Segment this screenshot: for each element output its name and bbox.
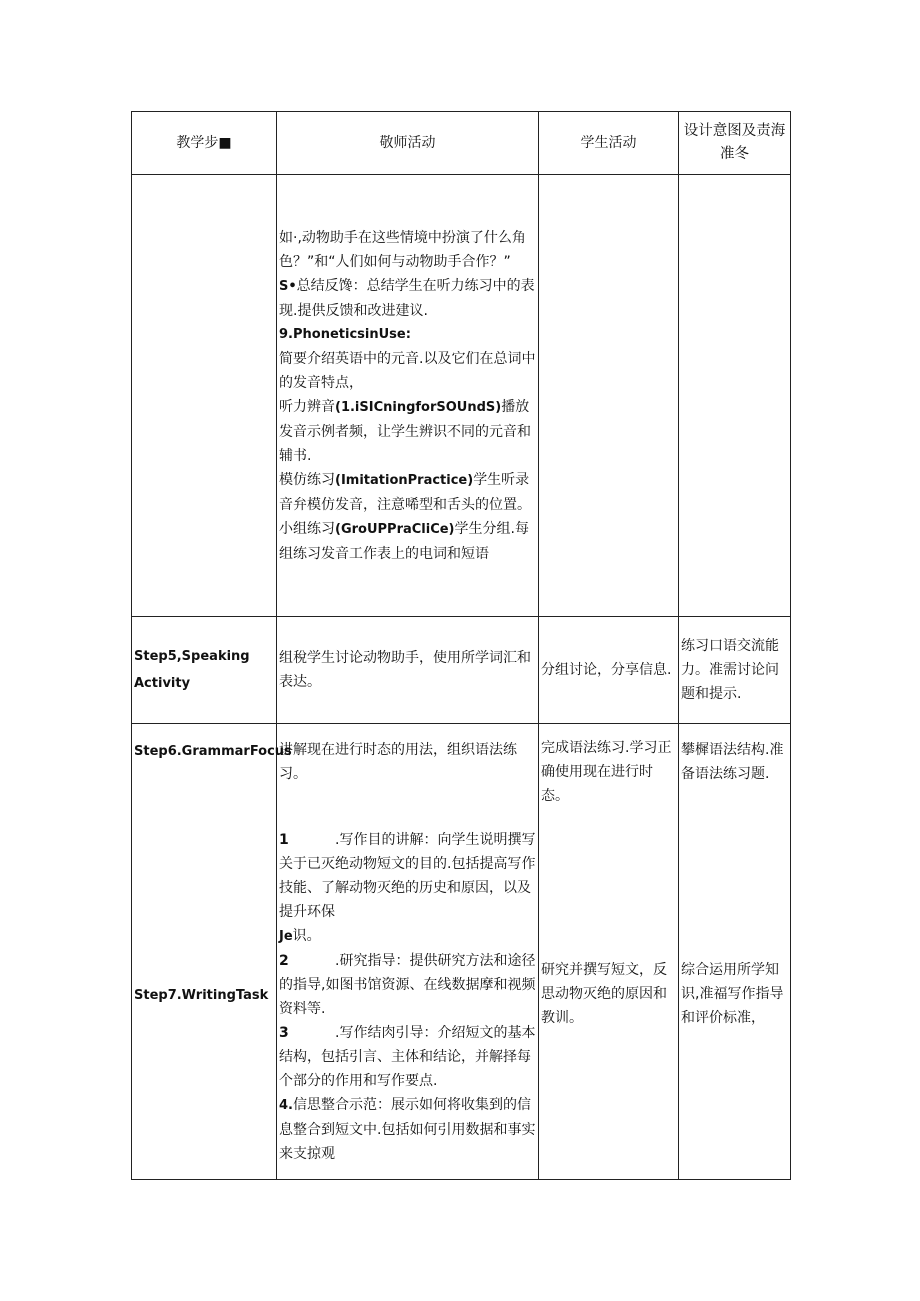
grammar-design-text: 攀樨语法结构.准备语法练习题. bbox=[681, 742, 784, 782]
step-writing: Step7.WritingTask bbox=[134, 988, 269, 1003]
student-activity-speaking: 分组讨论，分享信息. bbox=[539, 617, 679, 724]
table-row-grammar-writing bbox=[132, 724, 791, 1180]
writing-step-2: 2 .研究指导：提供研究方法和途径的指导,如图书馆资源、在线数据摩和视频资料等. bbox=[279, 953, 536, 1017]
phonetics-heading: 9.PhoneticsinUse: bbox=[279, 326, 411, 342]
writing-step-4: 4.信思整合示范：展示如何将收集到的信息整合到短文中.包括如何引用数据和事实来支掠观 bbox=[279, 1097, 536, 1162]
header-student-activity: 学生活动 bbox=[539, 112, 679, 175]
text-paragraph: 模仿练习(ImitationPractice)学生听录音弁模仿发音，注意唏型和舌头的位置。 bbox=[279, 471, 531, 513]
table-header-row bbox=[132, 112, 791, 175]
writing-design-text: 综合运用所学知识,准福写作指导和评价标准， bbox=[681, 962, 784, 1026]
step-grammar: Step6.GrammarFocus bbox=[134, 744, 292, 759]
step-cell-empty bbox=[132, 175, 277, 617]
design-intent-speaking: 练习口语交流能力。准需讨论问题和提示. bbox=[679, 617, 791, 724]
grammar-teacher-text: 讲解现在进行时态的用法，组织语法练习。 bbox=[279, 742, 517, 782]
design-intent-empty bbox=[679, 175, 791, 617]
student-activity-empty bbox=[539, 175, 679, 617]
text-paragraph: S•总结反馋：总结学生在听力练习中的表现.提供反馈和改进建议. bbox=[279, 277, 535, 319]
text-paragraph: 小组练习(GroUPPraCliCe)学生分组.每组练习发音工作表上的电词和短语 bbox=[279, 520, 529, 562]
teacher-activity-grammar-writing bbox=[277, 724, 539, 1180]
student-activity-grammar-writing bbox=[539, 724, 679, 1180]
writing-student-text: 研究并撰写短文，反思动物灭绝的原因和教训。 bbox=[541, 962, 667, 1026]
teacher-activity-listening bbox=[277, 175, 539, 617]
writing-step-1: 1 .写作目的讲解：向学生说明撰写关于已灭绝动物短文的目的.包括提高写作技能、了解动物灭绝的历史和原因，以及提升环保 Je识。 bbox=[279, 832, 536, 944]
header-step: 教学步■ bbox=[132, 112, 277, 175]
lesson-plan-table bbox=[131, 111, 791, 1180]
teacher-activity-speaking: 组稅学生讨论动物助手，使用所学词汇和表达。 bbox=[277, 617, 539, 724]
grammar-student-text: 完成语法练习.学习正确使用现在进行时态。 bbox=[541, 740, 672, 804]
table-row-speaking bbox=[132, 617, 791, 724]
table-row-listening bbox=[132, 175, 791, 617]
design-intent-grammar-writing bbox=[679, 724, 791, 1180]
text-paragraph: 如·,动物助手在这些情境中扮演了什么角色？”和“人们如何与动物助手合作？” bbox=[279, 229, 526, 270]
step-cell-grammar-writing bbox=[132, 724, 292, 1180]
text-paragraph: 简要介绍英语中的元音.以及它们在总词中的发音特点， bbox=[279, 350, 536, 391]
header-teacher-activity: 敬师活动 bbox=[277, 112, 539, 175]
writing-step-3: 3 .写作结肉引导：介绍短文的基本结构，包括引言、主体和结论，并解择每个部分的作用和写作要点. bbox=[279, 1025, 536, 1089]
text-paragraph: 听力辨音(1.iSICningforSOUndS)播放发音示例者频，让学生辨识不同的元音和辅书. bbox=[279, 398, 531, 464]
step-cell-speaking: Step5,Speaking Activity bbox=[132, 617, 277, 724]
header-design-intent: 设计意图及责海准冬 bbox=[679, 112, 791, 175]
